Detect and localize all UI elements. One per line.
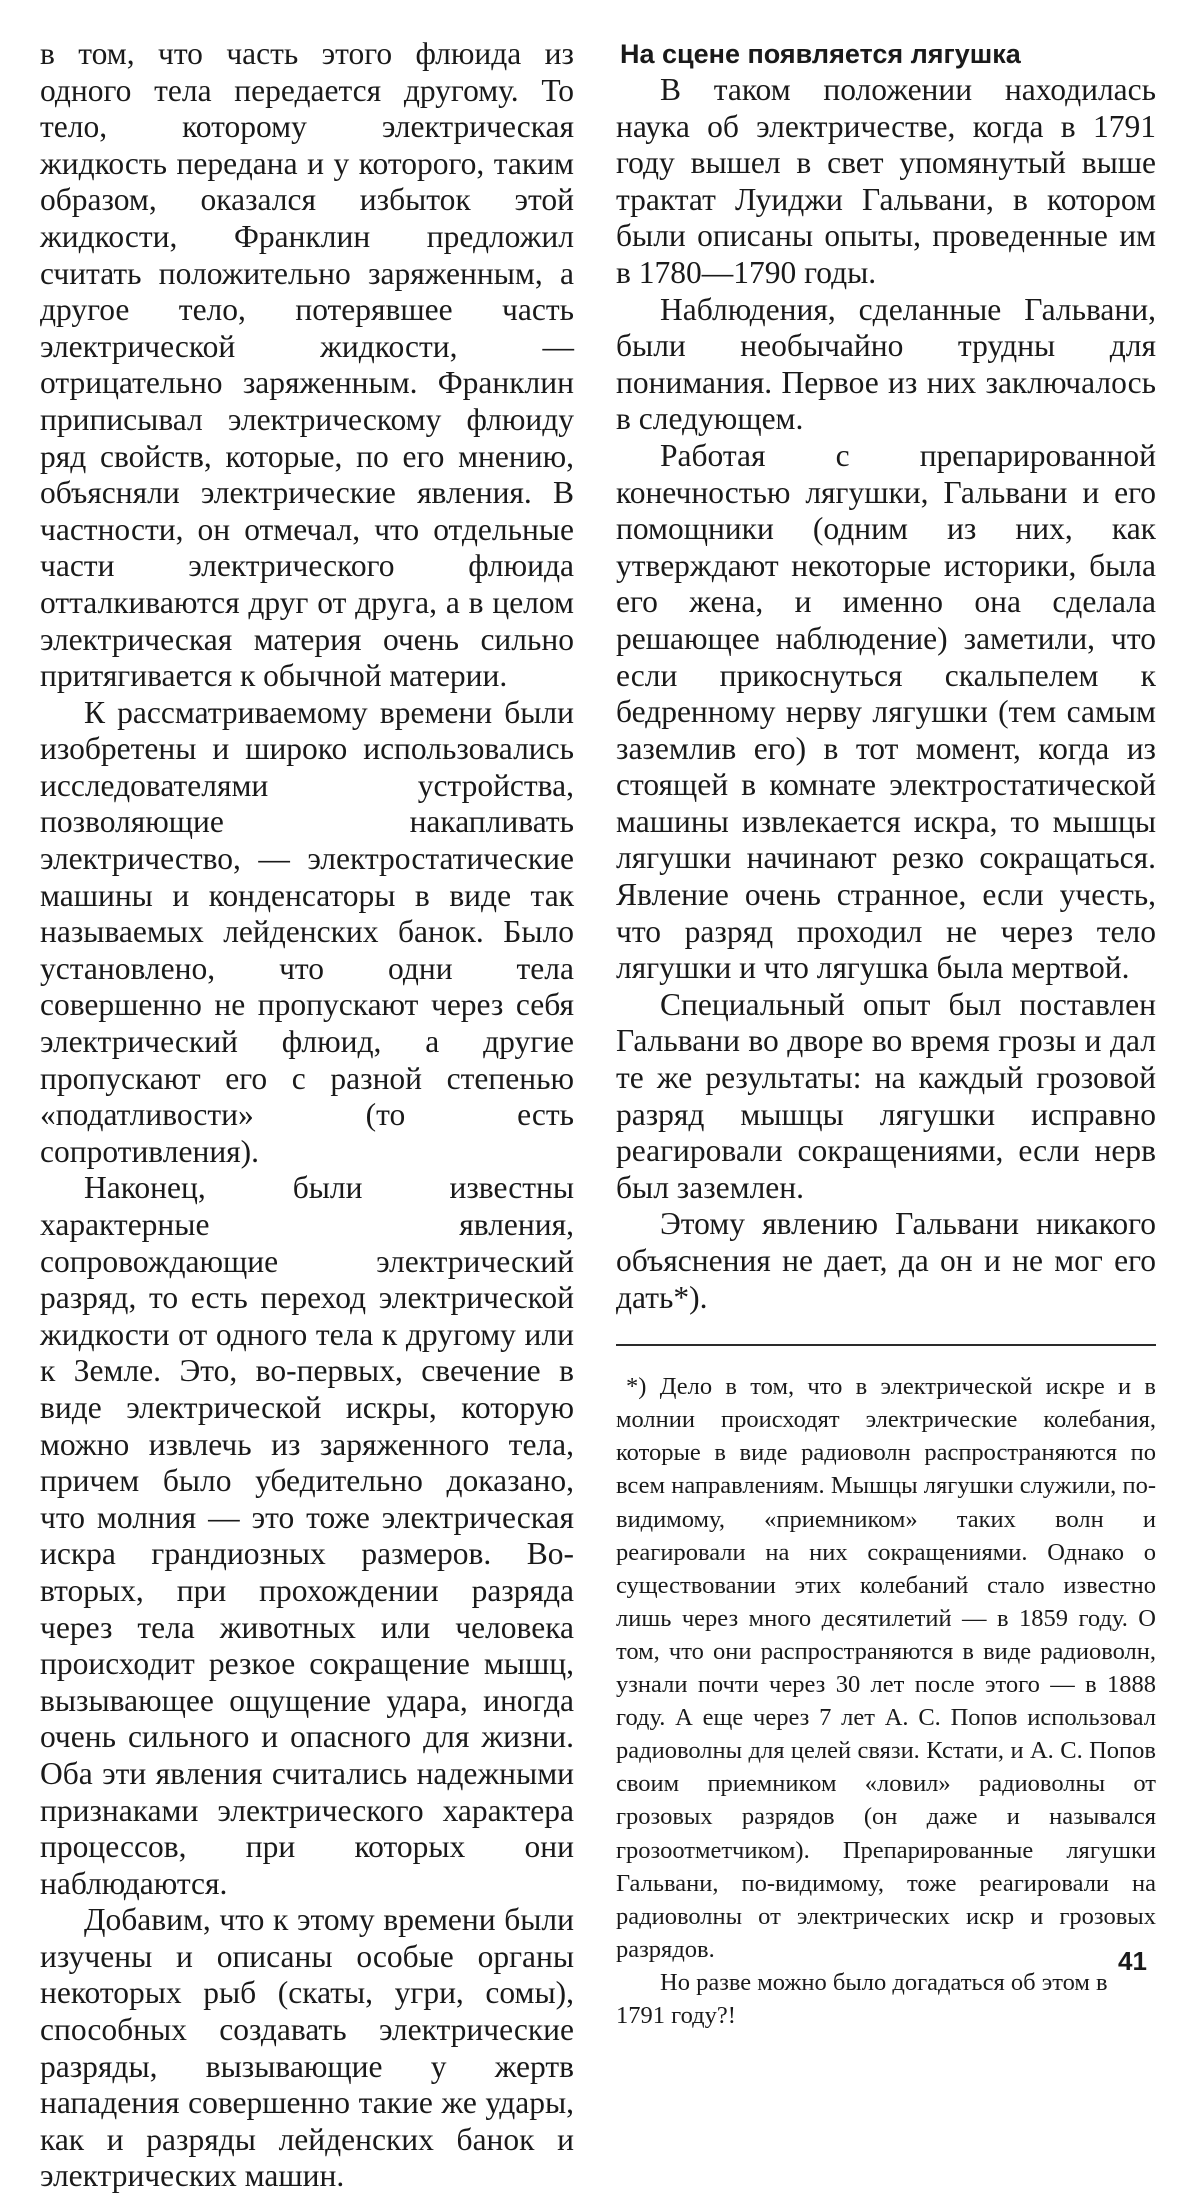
left-paragraph-1: в том, что часть этого флюида из одного тела передается другому. То тело, которому электрическая жидкость передана и у которого, таким образом, оказался избыток этой жидкости, Франклин предложил считать положительно заряженным, а другое тело, потерявшее часть электрической жидкости, — отрицательно заряженным. Франклин приписывал электрическому флюиду ряд свойств, которые, по его мнению, объясняли электрические явления. В частности, он отмечал, что отдельные части электрического флюида отталкиваются друг от друга, а в целом электрическая материя очень сильно притягивается к обычной материи. xyxy=(40,36,574,694)
left-paragraph-4: Добавим, что к этому времени были изучены и описаны особые органы некоторых рыб (скаты, угри, сомы), способных создавать электрические разряды, вызывающие у жертв нападения совершенно такие же удары, как и разряды лейденских банок и электрических машин. xyxy=(40,1902,574,2194)
left-paragraph-3: Наконец, были известны характерные явления, сопровождающие электрический разряд, то есть переход электрической жидкости от одного тела к другому или к Земле. Это, во-первых, свечение в виде электрической искры, которую можно извлечь из заряженного тела, причем было убедительно доказано, что молния — это тоже электрическая искра грандиозных размеров. Во-вторых, при прохождении разряда через тела животных или человека происходит резкое сокращение мышц, вызывающее ощущение удара, иногда очень сильного и опасного для жизни. Оба эти явления считались надежными признаками электрического характера процессов, при которых они наблюдаются. xyxy=(40,1170,574,1901)
section-heading: На сцене появляется лягушка xyxy=(620,39,1021,69)
footnote xyxy=(616,1370,1156,2032)
footnote-divider xyxy=(616,1344,1156,1346)
left-paragraph-2: К рассматриваемому времени были изобретены и широко использовались исследователями устройства, позволяющие накапливать электричество, — электростатические машины и конденсаторы в виде так называемых лейденских банок. Было установлено, что одни тела совершенно не пропускают через себя электрический флюид, а другие пропускают его с разной степенью «податливости» (то есть сопротивления). xyxy=(40,694,574,1169)
page-number: 41 xyxy=(1118,1946,1147,1976)
footnote-paragraph-2: Но разве можно было догадаться об этом в 1791 году?! xyxy=(616,1968,1108,2029)
right-paragraph-2: Наблюдения, сделанные Гальвани, были необычайно трудны для понимания. Первое из них заключалось в следующем. xyxy=(616,291,1156,437)
right-paragraph-3: Работая с препарированной конечностью лягушки, Гальвани и его помощники (одним из них, как утверждают некоторые историки, была его жена, и именно она сделала решающее наблюдение) заметили, что если прикоснуться скальпелем к бедренному нерву лягушки (тем самым заземлив его) в тот момент, когда из стоящей в комнате электростатической машины извлекается искра, то мышцы лягушки начинают резко сокращаться. Явление очень странное, если учесть, что разряд проходил не через тело лягушки и что лягушка была мертвой. xyxy=(616,437,1156,986)
right-column xyxy=(616,36,1156,2032)
right-paragraph-4: Специальный опыт был поставлен Гальвани во дворе во время грозы и дал те же результаты: на каждый грозовой разряд мышцы лягушки исправно реагировали сокращениями, если нерв был заземлен. xyxy=(616,986,1156,1205)
footnote-paragraph-1: *) Дело в том, что в электрической искре и в молнии происходят электрические колебания, которые в виде радиоволн распространяются по всем направлениям. Мышцы лягушки служили, по-видимому, «приемником» таких волн и реагировали на них сокращениями. Однако о существовании этих колебаний стало известно лишь через много десятилетий — в 1859 году. О том, что они распространяются в виде радиоволн, узнали почти через 30 лет после этого — в 1888 году. А еще через 7 лет А. С. Попов использовал радиоволны для целей связи. Кстати, и А. С. Попов своим приемником «ловил» радиоволны от грозовых разрядов (он даже и назывался грозоотметчиком). Препарированные лягушки Гальвани, по-видимому, тоже реагировали на радиоволны от электрических искр и грозовых разрядов. xyxy=(616,1373,1156,1963)
right-body xyxy=(616,72,1156,1316)
right-paragraph-5: Этому явлению Гальвани никакого объяснения не дает, да он и не мог его дать*). xyxy=(616,1206,1156,1315)
right-paragraph-1: В таком положении находилась наука об электричестве, когда в 1791 году вышел в свет упомянутый выше трактат Луиджи Гальвани, в котором были описаны опыты, проведенные им в 1780—1790 годы. xyxy=(616,72,1156,290)
left-column xyxy=(40,36,574,2195)
